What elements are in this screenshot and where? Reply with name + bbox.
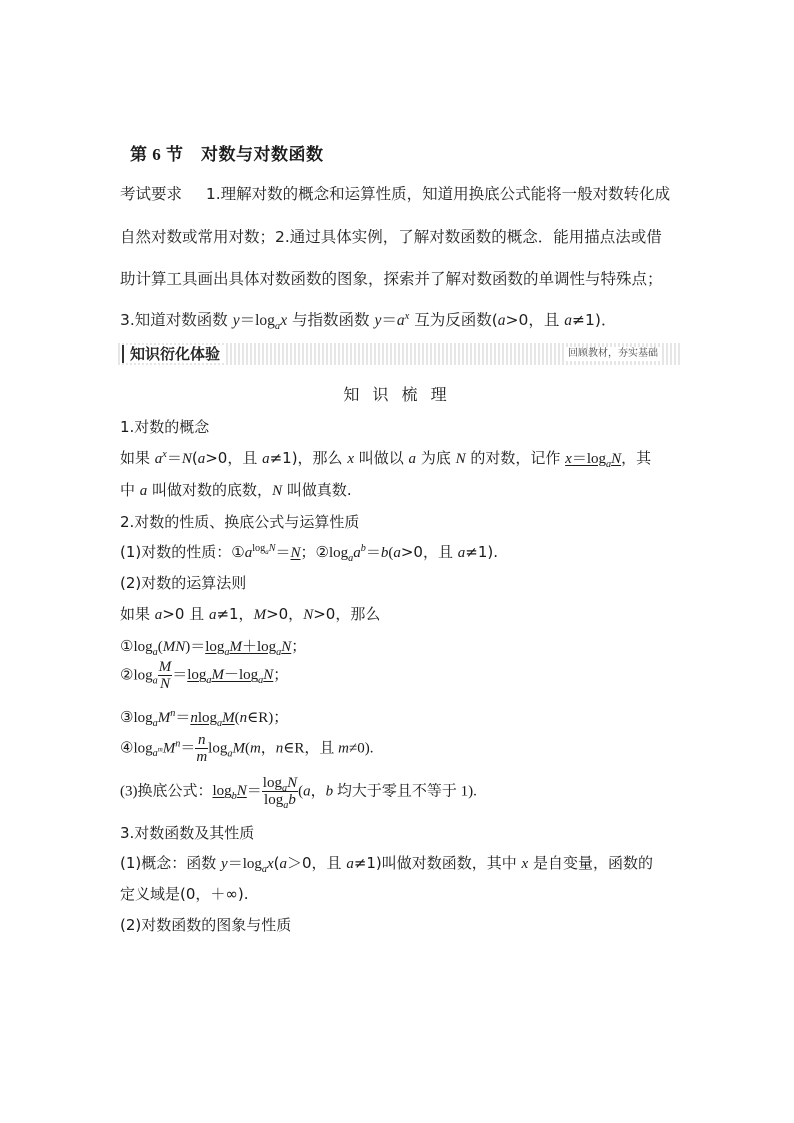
s2-prop-end: ≠1). (465, 543, 498, 561)
s2-cond-e: >0，那么 (313, 605, 381, 623)
s2-change-tail: 均大于零且不等于 1). (336, 783, 477, 800)
req4-a: 3.知道对数函数 (120, 311, 233, 329)
s1-paragraph-line-2: 中 a 叫做对数的底数，N 叫做真数. (120, 481, 352, 499)
s2-change-of-base: (3)换底公式：$\log_bN=$ $\frac{\log_aN}{\log_ab}$ (a，b 均大于零且不等于 1). (120, 775, 477, 811)
knowledge-title: 知 识 梳 理 (343, 385, 451, 404)
s2-r2-marker: ② (120, 667, 134, 684)
s1-paragraph-line-1: 如果 $a^x=N(a>0$，且 a≠1)，那么 x 叫做以 a 为底 N 的对数，记作 $x=\log_aN$，其 (120, 449, 652, 470)
s2-r1-marker: ① (120, 639, 134, 655)
s3-concept-line-2: 定义域是(0，＋∞). (120, 885, 249, 903)
requirements-line-1 (120, 182, 670, 204)
s1-heading: 1.对数的概念 (120, 418, 210, 436)
s2-r3-tail: ∈R)； (247, 710, 289, 726)
s3-graph-label: (2)对数函数的图象与性质 (120, 916, 292, 934)
req4-e: >0，且 (505, 311, 565, 329)
s2-rule-1: $①\log_a(MN)=\log_aM+\log_aN$； (120, 639, 307, 658)
s2-change-label: (3)换底公式： (120, 783, 213, 800)
requirements-label: 考试要求 (120, 185, 183, 203)
s1-p2b: 叫做对数的底数， (147, 481, 273, 499)
s3-heading: 3.对数函数及其性质 (120, 824, 255, 842)
requirements-line-4: 3.知道对数函数 $y=\log_ax$ 与指数函数 $y=a^x$ 互为反函数(a>0，且 a≠1)． (120, 310, 617, 333)
s2-prop-label: (1)对数的性质：① (120, 543, 245, 561)
s2-heading: 2.对数的性质、换底公式与运算性质 (120, 513, 360, 531)
req4-b: 与指数函数 (287, 311, 375, 329)
s2-rules-label: (2)对数的运算法则 (120, 574, 247, 592)
page-title: 第 6 节 对数与对数函数 (130, 145, 324, 164)
req4-c: 互为反函数( (409, 311, 498, 329)
s2-prop-tail: >0，且 (400, 543, 458, 561)
s3-c1a: (1)概念：函数 (120, 854, 222, 872)
s2-r4-tail: ∈R，且 (283, 740, 339, 757)
s2-cond-a: 如果 (120, 605, 155, 623)
s2-cond-c: ≠1， (216, 605, 254, 623)
s1-p1e: 叫做以 (354, 449, 409, 467)
s3-c1d: ≠1)叫做对数函数，其中 (353, 854, 522, 872)
s2-prop-sep: ；② (300, 543, 329, 561)
req4-f: ≠1)． (572, 311, 617, 329)
s2-condition: 如果 a>0 且 a≠1，M>0，N>0，那么 (120, 605, 381, 623)
s2-rule-3: $③\log_aM^n=nlog_aM(n\in R)$； (120, 708, 289, 729)
s3-c1c: ＞0，且 (287, 854, 347, 872)
s2-cond-b: >0 且 (162, 605, 209, 623)
requirements-text-1: 1.理解对数的概念和运算性质，知道用换底公式能将一般对数转化成 (205, 185, 671, 203)
s1-p1c: >0，且 (205, 449, 263, 467)
s2-r4-end: ≠0). (349, 740, 374, 757)
requirements-line-2: 自然对数或常用对数；2.通过具体实例，了解对数函数的概念．能用描点法或借 (120, 228, 662, 246)
s1-p1f: 为底 (416, 449, 456, 467)
s1-p1h: ，其 (621, 449, 652, 467)
banner-left-label: 知识衍化体验 (122, 345, 226, 363)
s2-rule-4: $④\log_{a^m}M^n=$ $\frac{n}{m}$ $\log_aM(m$，n∈R，且 m≠0). (120, 732, 374, 765)
s1-p1a: 如果 (120, 449, 155, 467)
s1-p1b: ( (191, 449, 198, 467)
requirements-line-3: 助计算工具画出具体对数函数的图象，探索并了解对数函数的单调性与特殊点； (120, 270, 663, 288)
section-banner (118, 343, 680, 365)
s2-properties: (1)对数的性质：$①a^{log_aN}=N$；$②\log_aa^b=b(a>0$，且 a≠1). (120, 543, 498, 564)
s3-c1b: ( (273, 854, 280, 872)
s3-concept-line-1: (1)概念：函数 $y=\log_ax(a>0$，且 a≠1)叫做对数函数，其中 x 是自变量，函数的 (120, 854, 653, 875)
banner-right-label: 回顾教材，夯实基础 (564, 347, 662, 361)
req4-d: a (497, 312, 506, 329)
s2-r4-marker: ④ (120, 740, 134, 757)
s1-p1d: ≠1)，那么 (269, 449, 348, 467)
s2-r3-marker: ③ (120, 710, 134, 726)
s2-rule-2: $②\log_a$ $\frac{M}{N}$ $=\log_aM-\log_aN$； (120, 659, 289, 692)
s1-p2c: 叫做真数. (282, 481, 352, 499)
s1-p1g: 的对数，记作 (465, 449, 566, 467)
s1-p2a: 中 (120, 481, 140, 499)
s2-cond-d: >0， (266, 605, 304, 623)
s3-c1e: 是自变量，函数的 (528, 854, 653, 872)
